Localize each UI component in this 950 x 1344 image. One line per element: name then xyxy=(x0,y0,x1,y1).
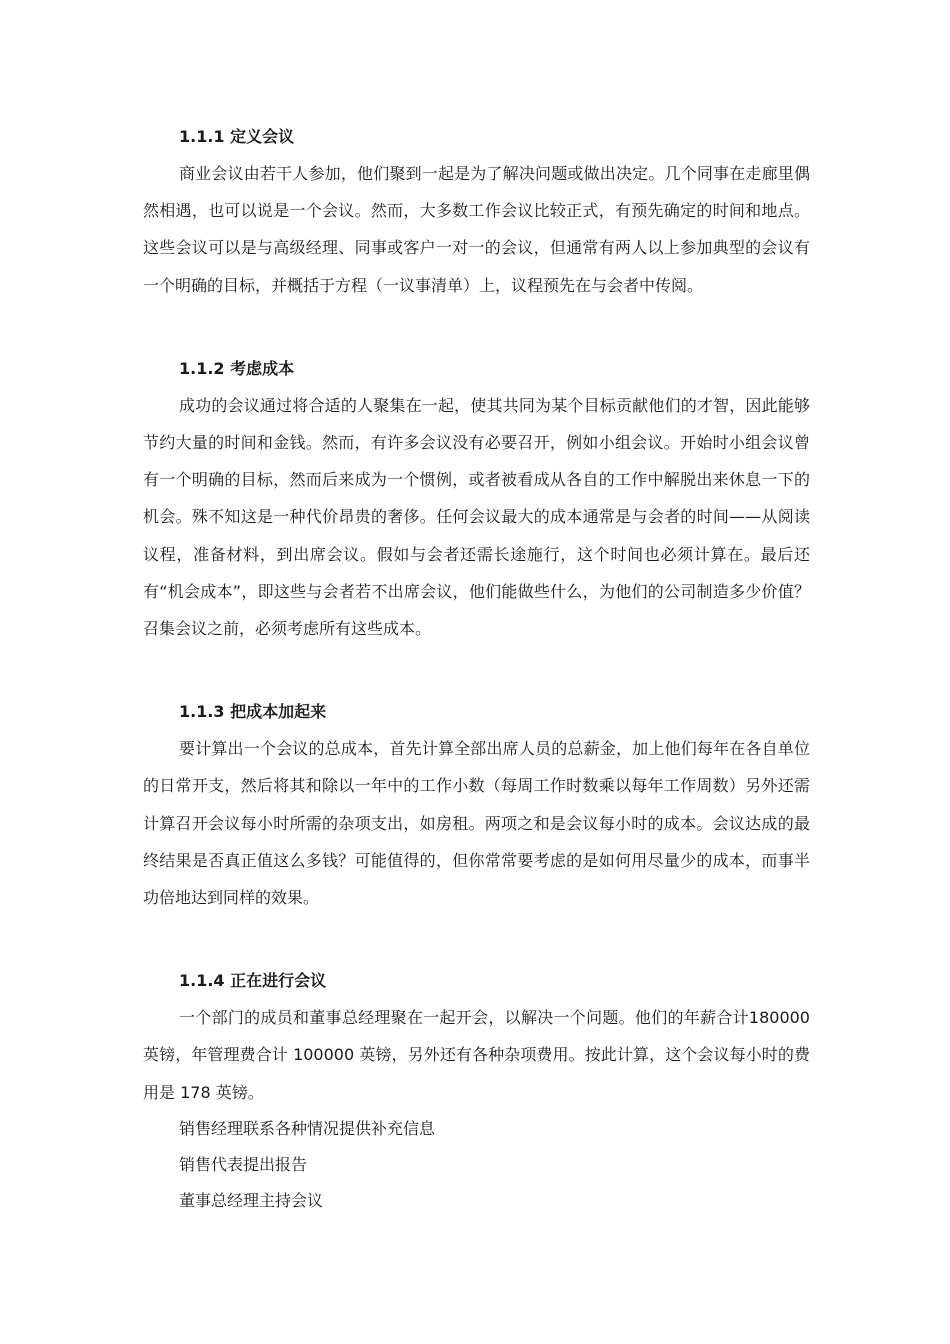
list-item: 销售经理联系各种情况提供补充信息 xyxy=(179,1118,436,1138)
section-heading: 1.1.3 把成本加起来 xyxy=(179,702,327,722)
section-paragraph: 一个部门的成员和董事总经理聚在一起开会，以解决一个问题。他们的年薪合计180000 英镑，年管理费合计 100000 英镑，另外还有各种杂项费用。按此计算，这个会议每小时的费用是 178 英镑。 xyxy=(143,1008,810,1102)
section-meeting-in-progress xyxy=(143,962,810,1219)
section-add-up-cost xyxy=(143,693,810,916)
section-consider-cost xyxy=(143,350,810,647)
section-heading: 1.1.1 定义会议 xyxy=(179,127,295,146)
section-define-meeting xyxy=(143,118,810,304)
document-page xyxy=(143,118,810,1219)
list-item: 销售代表提出报告 xyxy=(179,1154,308,1174)
list-item: 董事总经理主持会议 xyxy=(179,1190,324,1210)
section-paragraph: 商业会议由若干人参加，他们聚到一起是为了解决问题或做出决定。几个同事在走廊里偶然相遇，也可以说是一个会议。然而，大多数工作会议比较正式，有预先确定的时间和地点。这些会议可以是与高级经理、同事或客户一对一的会议，但通常有两人以上参加典型的会议有一个明确的目标，并概括于方程（一议事清单）上，议程预先在与会者中传阅。 xyxy=(143,164,810,295)
section-heading: 1.1.4 正在进行会议 xyxy=(179,971,327,991)
section-paragraph: 成功的会议通过将合适的人聚集在一起，使其共同为某个目标贡献他们的才智，因此能够节约大量的时间和金钱。然而，有许多会议没有必要召开，例如小组会议。开始时小组会议曾有一个明确的目标，然而后来成为一个惯例，或者被看成从各自的工作中解脱出来休息一下的机会。殊不知这是一种代价昂贵的奢侈。任何会议最大的成本通常是与会者的时间——从阅读议程，准备材料，到出席会议。假如与会者还需长途施行，这个时间也必须计算在。最后还有“机会成本”，即这些与会者若不出席会议，他们能做些什么，为他们的公司制造多少价值？召集会议之前，必须考虑所有这些成本。 xyxy=(143,395,810,639)
section-heading: 1.1.2 考虑成本 xyxy=(179,358,295,378)
section-paragraph: 要计算出一个会议的总成本，首先计算全部出席人员的总薪金，加上他们每年在各自单位的日常开支，然后将其和除以一年中的工作小数（每周工作时数乘以每年工作周数）另外还需计算召开会议每小时所需的杂项支出，如房租。两项之和是会议每小时的成本。会议达成的最终结果是否真正值这么多钱？可能值得的，但你常常要考虑的是如何用尽量少的成本，而事半功倍地达到同样的效果。 xyxy=(143,739,810,908)
